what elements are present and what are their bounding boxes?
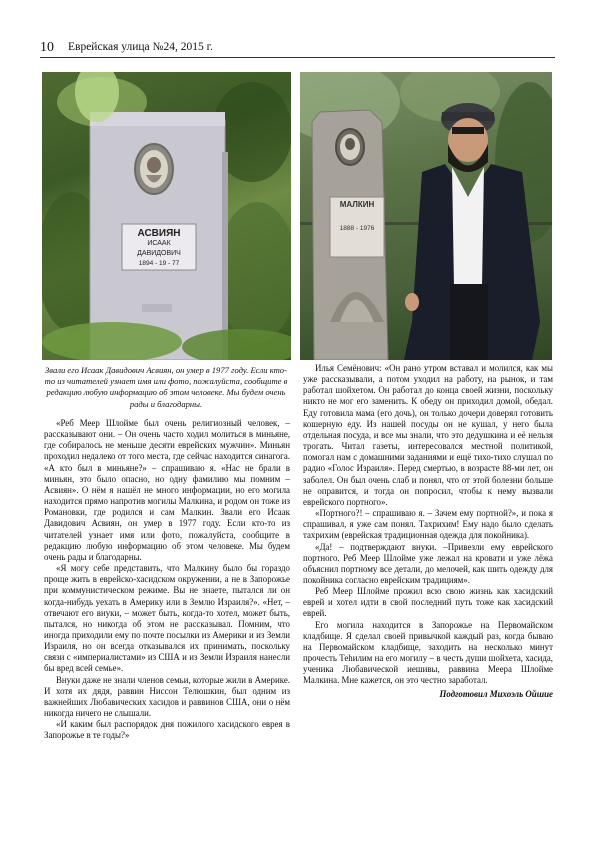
plaque-name: ИСААК — [147, 240, 171, 247]
plaque-years: 1894 - 19 - 77 — [138, 260, 180, 267]
author-signature: Подготовил Михоэль Ойшие — [439, 688, 553, 699]
plaque-surname: МАЛКИН — [339, 200, 375, 209]
paragraph: «Реб Меер Шлойме был очень религиозный человек, – рассказывают они. – Он очень часто ходил молиться в миньяне, где собиралось не меньше десяти еврейских мужчин». Миньян проходил недалеко от того места, где сейчас находится синагога. «А кто был в миньяне?» – спрашиваю я. «Нас не брали в миньян, это было опасно, но одну фамилию мы помним – Асвиян». О нём я нашёл не много информации, но его могила находится прямо напротив могилы Малкина, и родом он тоже из Романовки, где родился и сам Малкин. Звали его Исаак Давидович Асвиян, он умер в 1977 году. Если кто-то из читателей узнает имя или фото, пожалуйста, сообщите в редакцию любую информацию об этом человеке. Мы будем очень рады и благодарны. — [44, 418, 290, 562]
paragraph: Илья Семёнович: «Он рано утром вставал и молился, как мы уже рассказывали, а потом уходил на работу, на рынок, и там работал шойхетом. Он работал до конца своей жизни, поскольку никто не мог его заменить. К обеду он приходил домой, обедал. Еду готовила мама (его дочь), он только дочери доверял готовить кошерную еду. Из нашей посуды он не кушал, у него была отдельная посуда, и все мы знали, что это дедушкина и её нельзя трогать. Читал газеты, интересовался местной политикой, помогал нам с домашними заданиями и ещё тихо-тихо слушал по радио «Голос Израиля». Перед смертью, в возрасте 88-ми лет, он заболел. Он был очень слаб и понял, что от этой болезни больше не оправится, и тогда он попросил, чтобы к нему вызвали еврейского портного». — [303, 363, 553, 507]
publication-title: Еврейская улица №24, 2015 г. — [68, 41, 213, 53]
header-rule — [40, 57, 555, 58]
page-header — [40, 40, 555, 56]
page-number: 10 — [40, 40, 54, 55]
photo-caption: Звали его Исаак Давидович Асвиян, он умер в 1977 году. Если кто-то из читателей узнает имя или фото, пожалуйста, сообщите в редакцию любую информацию об этом человеке. Мы будем очень рады и благодарны. — [44, 365, 288, 409]
plaque-text-right — [330, 200, 384, 234]
paragraph: «Я могу себе представить, что Малкину было бы гораздо проще жить в еврейско-хасидском окружении, а не в Запорожье при коммунистическом режиме. Вы не знаете, пытался ли он когда-нибудь уехать в Америку или в Землю Израиля?». «Нет, – отвечают его внуки, – может быть, когда-то хотел, может быть, пытался, но никогда об этом не рассказывал. Помним, что иногда приходили ему по почте посылки из Америки и из Земли Израиля, но он всегда отказывался их принимать, поскольку связи с «империалистами» из США и из Земли Израиля нанесли бы вред всей семье». — [44, 563, 290, 674]
paragraph: Реб Меер Шлойме прожил всю свою жизнь как хасидский еврей и хотел идти в свой последний путь тоже как хасидский еврей. — [303, 586, 553, 619]
paragraph: Его могила находится в Запорожье на Первомайском кладбище. Я сделал своей привычкой каждый раз, когда бываю на Первомайском кладбище, заходить на несколько минут прочесть Теhилим на его могилу – в честь души шойхета, хасида, ученика Любавической иешивы, раввина Меера Шлойме Малкина. Мне кажется, он это честно заработал. — [303, 619, 553, 686]
plaque-text-left — [122, 225, 196, 269]
gravestone-illustration-left — [42, 72, 291, 360]
article-column-right — [303, 363, 553, 700]
article-column-left — [44, 418, 290, 742]
paragraph: «Портного?! – спрашиваю я. – Зачем ему портной?», и пока я спрашивал, я уже сам понял. Тахрихим! Ему надо было сделать тахрихим (еврейская традиционная одежда для покойника). — [303, 508, 553, 541]
gravestone-photo-right — [300, 72, 552, 360]
plaque-patronymic: ДАВИДОВИЧ — [137, 250, 181, 257]
gravestone-photo-left — [42, 72, 291, 360]
plaque-surname: АСВИЯН — [137, 228, 181, 239]
paragraph: Внуки даже не знали членов семьи, которые жили в Америке. И хотя их дядя, раввин Ниссон Телюшкин, был одним из важнейших Любавических хасидов и раввинов США, они о нём никогда ничего не слышали. — [44, 674, 290, 719]
paragraph: «Да! – подтверждают внуки. –Привезли ему еврейского портного. Реб Меер Шлойме уже лежал на кровати и уже лёжа объяснил портному все детали, до мелочей, как шить одежду для покойника согласно еврейским традициям». — [303, 541, 553, 585]
paragraph: «И каким был распорядок дня пожилого хасидского еврея в Запорожье в те годы?» — [44, 719, 290, 741]
plaque-years: 1888 - 1976 — [339, 225, 375, 232]
